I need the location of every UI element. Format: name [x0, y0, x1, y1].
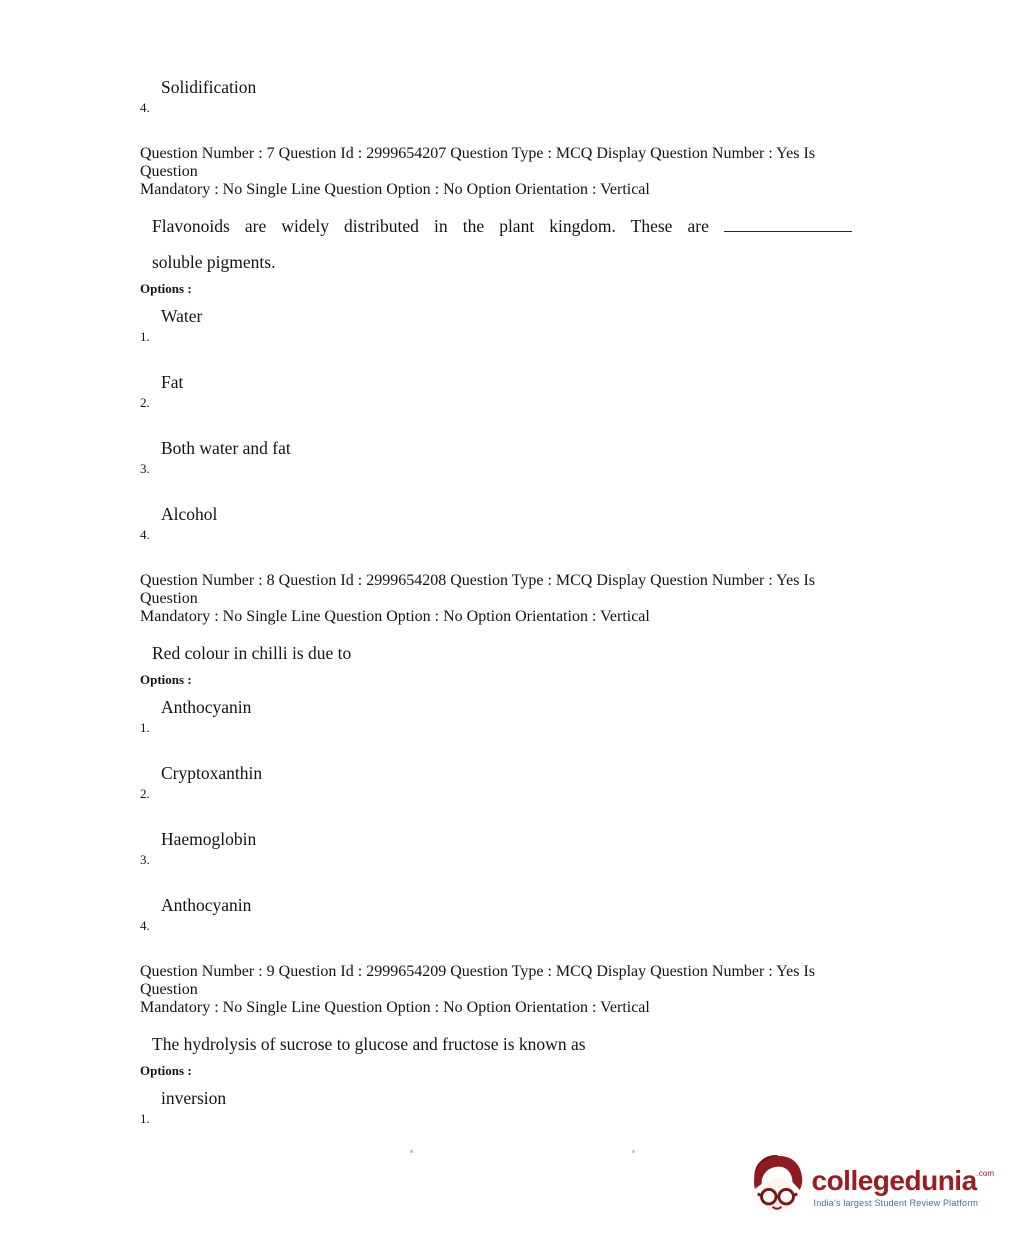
scan-artifact-dot: [410, 1150, 413, 1153]
option-text: inversion: [161, 1088, 227, 1108]
option-text: Haemoglobin: [161, 829, 257, 849]
question-metadata-line: Mandatory : No Single Line Question Option : No Option Orientation : Vertical: [140, 608, 650, 625]
option-number: 1.: [140, 720, 150, 735]
collegedunia-mascot-icon: [748, 1152, 806, 1222]
option-text: Both water and fat: [161, 438, 291, 458]
option-number: 1.: [140, 1111, 150, 1126]
option-number: 4.: [140, 100, 150, 115]
question-text: The hydrolysis of sucrose to glucose and fructose is known as: [152, 1034, 586, 1054]
option-text: Water: [161, 306, 203, 326]
options-label: Options :: [140, 672, 192, 687]
question-metadata-line: Mandatory : No Single Line Question Option : No Option Orientation : Vertical: [140, 999, 650, 1016]
option-text: Solidification: [161, 77, 257, 97]
option-item: [140, 503, 860, 542]
collegedunia-logo: [748, 1152, 995, 1222]
option-text: Alcohol: [161, 504, 218, 524]
scan-artifact-dot: [632, 1150, 635, 1153]
options-label: Options :: [140, 1063, 192, 1078]
option-item: [140, 305, 860, 344]
option-number: 4.: [140, 918, 150, 933]
option-item: [140, 762, 860, 801]
logo-text-block: [812, 1166, 995, 1208]
fill-in-blank: [724, 216, 852, 232]
option-number: 3.: [140, 461, 150, 476]
option-number: 3.: [140, 852, 150, 867]
question-text: Red colour in chilli is due to: [152, 643, 352, 663]
option-text: Anthocyanin: [161, 895, 252, 915]
question-metadata-line: Question Number : 8 Question Id : 2999654208 Question Type : MCQ Display Question Number : Yes Is Question: [140, 572, 815, 607]
question-text: [152, 215, 852, 237]
option-item: [140, 437, 860, 476]
option-number: 2.: [140, 786, 150, 801]
logo-suffix: .com: [976, 1169, 994, 1178]
options-label: Options :: [140, 281, 192, 296]
option-item: [140, 76, 860, 115]
question-block-7: [140, 145, 860, 542]
option-text: Anthocyanin: [161, 697, 252, 717]
option-item: [140, 894, 860, 933]
question-text-continued: soluble pigments.: [152, 252, 276, 272]
option-item: [140, 1087, 860, 1126]
question-text-before-blank: Flavonoids are widely distributed in the plant kingdom. These are: [152, 216, 709, 236]
option-text: Cryptoxanthin: [161, 763, 263, 783]
option-number: 4.: [140, 527, 150, 542]
option-text: Fat: [161, 372, 184, 392]
paper-content: [140, 76, 860, 1153]
question-metadata-line: Question Number : 9 Question Id : 2999654209 Question Type : MCQ Display Question Number : Yes Is Question: [140, 963, 815, 998]
logo-tagline: India's largest Student Review Platform: [813, 1198, 979, 1208]
option-number: 2.: [140, 395, 150, 410]
option-item: [140, 696, 860, 735]
question-metadata-line: Mandatory : No Single Line Question Option : No Option Orientation : Vertical: [140, 181, 650, 198]
logo-wordmark: collegedunia: [811, 1165, 977, 1196]
question-metadata-line: Question Number : 7 Question Id : 2999654207 Question Type : MCQ Display Question Number : Yes Is Question: [140, 145, 815, 180]
option-item: [140, 828, 860, 867]
question-block-9: [140, 963, 860, 1126]
question-block-8: [140, 572, 860, 933]
option-item: [140, 371, 860, 410]
option-number: 1.: [140, 329, 150, 344]
